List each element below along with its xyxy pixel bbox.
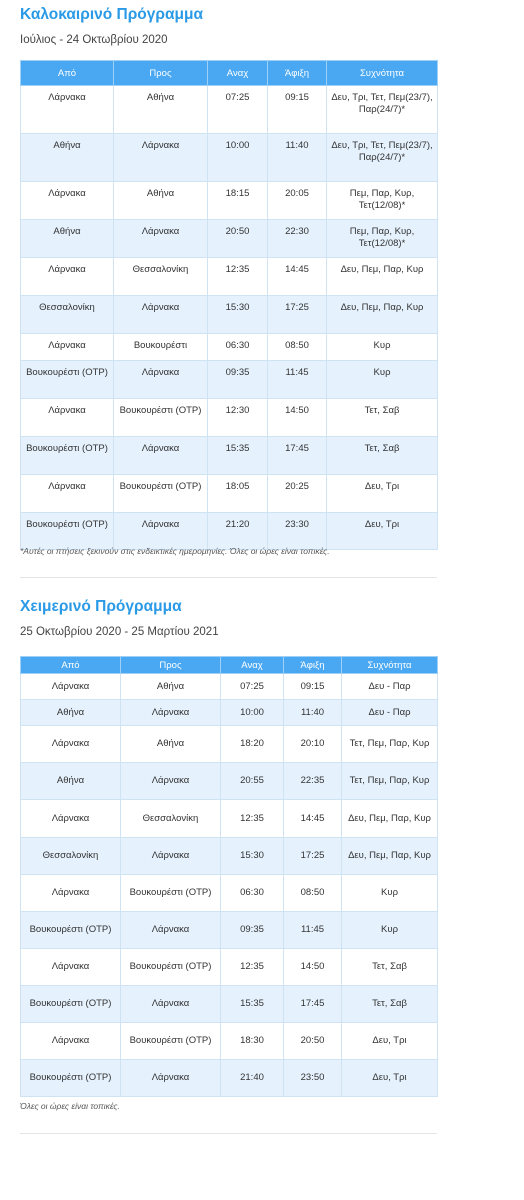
column-header-from: Από bbox=[21, 657, 121, 674]
winter-schedule-table bbox=[20, 656, 438, 1097]
summer-schedule-note: *Αυτές οι πτήσεις ξεκινούν στις ενδεικτικές ημερομηνίες. Όλες οι ώρες είναι τοπικές. bbox=[20, 546, 330, 556]
table-row bbox=[21, 182, 438, 220]
from-cell: Λάρνακα bbox=[21, 800, 121, 838]
arrival-cell: 09:15 bbox=[284, 674, 342, 700]
from-cell: Λάρνακα bbox=[21, 334, 114, 361]
to-cell: Λάρνακα bbox=[114, 134, 208, 182]
table-row bbox=[21, 399, 438, 437]
from-cell: Θεσσαλονίκη bbox=[21, 296, 114, 334]
to-cell: Βουκουρέστι (OTP) bbox=[114, 475, 208, 513]
table-header-row bbox=[21, 657, 438, 674]
to-cell: Αθήνα bbox=[114, 86, 208, 134]
arrival-cell: 20:05 bbox=[268, 182, 327, 220]
table-row bbox=[21, 763, 438, 800]
arrival-cell: 11:40 bbox=[284, 700, 342, 726]
arrival-cell: 14:50 bbox=[268, 399, 327, 437]
departure-cell: 15:35 bbox=[221, 986, 284, 1023]
from-cell: Λάρνακα bbox=[21, 1023, 121, 1060]
arrival-cell: 23:50 bbox=[284, 1060, 342, 1097]
arrival-cell: 20:25 bbox=[268, 475, 327, 513]
frequency-cell: Δευ, Πεμ, Παρ, Κυρ bbox=[327, 296, 438, 334]
to-cell: Βουκουρέστι (OTP) bbox=[114, 399, 208, 437]
departure-cell: 21:20 bbox=[208, 513, 268, 550]
table-row bbox=[21, 875, 438, 912]
frequency-cell: Τετ, Σαβ bbox=[327, 437, 438, 475]
from-cell: Βουκουρέστι (OTP) bbox=[21, 361, 114, 399]
departure-cell: 21:40 bbox=[221, 1060, 284, 1097]
to-cell: Βουκουρέστι bbox=[114, 334, 208, 361]
arrival-cell: 17:25 bbox=[284, 838, 342, 875]
from-cell: Βουκουρέστι (OTP) bbox=[21, 912, 121, 949]
departure-cell: 07:25 bbox=[208, 86, 268, 134]
arrival-cell: 22:35 bbox=[284, 763, 342, 800]
frequency-cell: Δευ, Τρι, Τετ, Πεμ(23/7), Παρ(24/7)* bbox=[327, 134, 438, 182]
departure-cell: 06:30 bbox=[221, 875, 284, 912]
frequency-cell: Δευ, Τρι bbox=[342, 1023, 438, 1060]
summer-table-body bbox=[21, 86, 438, 550]
to-cell: Λάρνακα bbox=[114, 513, 208, 550]
column-header-frequency: Συχνότητα bbox=[342, 657, 438, 674]
from-cell: Βουκουρέστι (OTP) bbox=[21, 986, 121, 1023]
frequency-cell: Τετ, Σαβ bbox=[342, 986, 438, 1023]
departure-cell: 15:35 bbox=[208, 437, 268, 475]
to-cell: Λάρνακα bbox=[121, 838, 221, 875]
frequency-cell: Τετ, Πεμ, Παρ, Κυρ bbox=[342, 726, 438, 763]
arrival-cell: 14:50 bbox=[284, 949, 342, 986]
departure-cell: 12:35 bbox=[208, 258, 268, 296]
arrival-cell: 08:50 bbox=[284, 875, 342, 912]
to-cell: Λάρνακα bbox=[114, 296, 208, 334]
to-cell: Λάρνακα bbox=[121, 763, 221, 800]
from-cell: Λάρνακα bbox=[21, 674, 121, 700]
table-row bbox=[21, 949, 438, 986]
table-row bbox=[21, 334, 438, 361]
summer-schedule-table bbox=[20, 60, 438, 550]
departure-cell: 12:35 bbox=[221, 800, 284, 838]
from-cell: Βουκουρέστι (OTP) bbox=[21, 1060, 121, 1097]
arrival-cell: 17:45 bbox=[268, 437, 327, 475]
departure-cell: 07:25 bbox=[221, 674, 284, 700]
departure-cell: 09:35 bbox=[221, 912, 284, 949]
winter-schedule-dates: 25 Οκτωβρίου 2020 - 25 Μαρτίου 2021 bbox=[20, 626, 219, 638]
frequency-cell: Δευ, Πεμ, Παρ, Κυρ bbox=[327, 258, 438, 296]
table-row bbox=[21, 674, 438, 700]
column-header-frequency: Συχνότητα bbox=[327, 61, 438, 86]
arrival-cell: 17:25 bbox=[268, 296, 327, 334]
table-row bbox=[21, 726, 438, 763]
to-cell: Λάρνακα bbox=[114, 361, 208, 399]
table-row bbox=[21, 838, 438, 875]
frequency-cell: Δευ, Πεμ, Παρ, Κυρ bbox=[342, 838, 438, 875]
column-header-arrival: Άφιξη bbox=[268, 61, 327, 86]
table-row bbox=[21, 700, 438, 726]
frequency-cell: Δευ, Πεμ, Παρ, Κυρ bbox=[342, 800, 438, 838]
column-header-departure: Αναχ bbox=[208, 61, 268, 86]
frequency-cell: Κυρ bbox=[342, 875, 438, 912]
section-divider bbox=[20, 577, 437, 578]
table-row bbox=[21, 86, 438, 134]
from-cell: Αθήνα bbox=[21, 700, 121, 726]
from-cell: Λάρνακα bbox=[21, 399, 114, 437]
to-cell: Αθήνα bbox=[121, 674, 221, 700]
from-cell: Λάρνακα bbox=[21, 475, 114, 513]
table-row bbox=[21, 986, 438, 1023]
frequency-cell: Τετ, Σαβ bbox=[327, 399, 438, 437]
from-cell: Βουκουρέστι (OTP) bbox=[21, 513, 114, 550]
arrival-cell: 11:45 bbox=[268, 361, 327, 399]
departure-cell: 12:30 bbox=[208, 399, 268, 437]
column-header-arrival: Άφιξη bbox=[284, 657, 342, 674]
to-cell: Λάρνακα bbox=[114, 437, 208, 475]
to-cell: Βουκουρέστι (OTP) bbox=[121, 1023, 221, 1060]
winter-schedule-title: Χειμερινό Πρόγραμμα bbox=[20, 598, 182, 615]
arrival-cell: 23:30 bbox=[268, 513, 327, 550]
from-cell: Βουκουρέστι (OTP) bbox=[21, 437, 114, 475]
from-cell: Λάρνακα bbox=[21, 726, 121, 763]
column-header-to: Προς bbox=[114, 61, 208, 86]
arrival-cell: 08:50 bbox=[268, 334, 327, 361]
column-header-to: Προς bbox=[121, 657, 221, 674]
departure-cell: 20:50 bbox=[208, 220, 268, 258]
table-row bbox=[21, 513, 438, 550]
to-cell: Λάρνακα bbox=[121, 986, 221, 1023]
frequency-cell: Τετ, Πεμ, Παρ, Κυρ bbox=[342, 763, 438, 800]
to-cell: Αθήνα bbox=[121, 726, 221, 763]
departure-cell: 18:05 bbox=[208, 475, 268, 513]
departure-cell: 18:30 bbox=[221, 1023, 284, 1060]
arrival-cell: 22:30 bbox=[268, 220, 327, 258]
departure-cell: 18:20 bbox=[221, 726, 284, 763]
to-cell: Λάρνακα bbox=[121, 700, 221, 726]
departure-cell: 18:15 bbox=[208, 182, 268, 220]
departure-cell: 15:30 bbox=[208, 296, 268, 334]
frequency-cell: Δευ, Τρι bbox=[342, 1060, 438, 1097]
arrival-cell: 11:45 bbox=[284, 912, 342, 949]
table-row bbox=[21, 361, 438, 399]
table-row bbox=[21, 1023, 438, 1060]
from-cell: Λάρνακα bbox=[21, 86, 114, 134]
table-row bbox=[21, 258, 438, 296]
frequency-cell: Κυρ bbox=[342, 912, 438, 949]
table-row bbox=[21, 800, 438, 838]
from-cell: Λάρνακα bbox=[21, 182, 114, 220]
column-header-departure: Αναχ bbox=[221, 657, 284, 674]
arrival-cell: 11:40 bbox=[268, 134, 327, 182]
arrival-cell: 20:50 bbox=[284, 1023, 342, 1060]
frequency-cell: Δευ, Τρι bbox=[327, 475, 438, 513]
summer-schedule-title: Καλοκαιρινό Πρόγραμμα bbox=[20, 6, 204, 23]
frequency-cell: Πεμ, Παρ, Κυρ, Τετ(12/08)* bbox=[327, 182, 438, 220]
to-cell: Λάρνακα bbox=[121, 1060, 221, 1097]
arrival-cell: 14:45 bbox=[268, 258, 327, 296]
summer-schedule-dates: Ιούλιος - 24 Οκτωβρίου 2020 bbox=[20, 34, 168, 46]
column-header-from: Από bbox=[21, 61, 114, 86]
to-cell: Θεσσαλονίκη bbox=[121, 800, 221, 838]
frequency-cell: Κυρ bbox=[327, 334, 438, 361]
frequency-cell: Δευ - Παρ bbox=[342, 700, 438, 726]
table-row bbox=[21, 1060, 438, 1097]
from-cell: Λάρνακα bbox=[21, 875, 121, 912]
table-row bbox=[21, 437, 438, 475]
section-divider bbox=[20, 1133, 437, 1134]
frequency-cell: Δευ - Παρ bbox=[342, 674, 438, 700]
to-cell: Βουκουρέστι (OTP) bbox=[121, 875, 221, 912]
to-cell: Θεσσαλονίκη bbox=[114, 258, 208, 296]
from-cell: Θεσσαλονίκη bbox=[21, 838, 121, 875]
to-cell: Λάρνακα bbox=[121, 912, 221, 949]
departure-cell: 10:00 bbox=[221, 700, 284, 726]
winter-table-body bbox=[21, 674, 438, 1097]
table-row bbox=[21, 296, 438, 334]
from-cell: Λάρνακα bbox=[21, 949, 121, 986]
departure-cell: 12:35 bbox=[221, 949, 284, 986]
arrival-cell: 09:15 bbox=[268, 86, 327, 134]
from-cell: Αθήνα bbox=[21, 134, 114, 182]
departure-cell: 06:30 bbox=[208, 334, 268, 361]
from-cell: Λάρνακα bbox=[21, 258, 114, 296]
arrival-cell: 14:45 bbox=[284, 800, 342, 838]
arrival-cell: 20:10 bbox=[284, 726, 342, 763]
table-row bbox=[21, 220, 438, 258]
frequency-cell: Κυρ bbox=[327, 361, 438, 399]
to-cell: Αθήνα bbox=[114, 182, 208, 220]
table-row bbox=[21, 912, 438, 949]
to-cell: Βουκουρέστι (OTP) bbox=[121, 949, 221, 986]
departure-cell: 10:00 bbox=[208, 134, 268, 182]
frequency-cell: Δευ, Τρι bbox=[327, 513, 438, 550]
table-row bbox=[21, 134, 438, 182]
frequency-cell: Τετ, Σαβ bbox=[342, 949, 438, 986]
from-cell: Αθήνα bbox=[21, 763, 121, 800]
departure-cell: 20:55 bbox=[221, 763, 284, 800]
arrival-cell: 17:45 bbox=[284, 986, 342, 1023]
table-header-row bbox=[21, 61, 438, 86]
departure-cell: 09:35 bbox=[208, 361, 268, 399]
winter-schedule-note: Όλες οι ώρες είναι τοπικές. bbox=[20, 1101, 120, 1111]
table-row bbox=[21, 475, 438, 513]
frequency-cell: Πεμ, Παρ, Κυρ, Τετ(12/08)* bbox=[327, 220, 438, 258]
frequency-cell: Δευ, Τρι, Τετ, Πεμ(23/7), Παρ(24/7)* bbox=[327, 86, 438, 134]
departure-cell: 15:30 bbox=[221, 838, 284, 875]
from-cell: Αθήνα bbox=[21, 220, 114, 258]
to-cell: Λάρνακα bbox=[114, 220, 208, 258]
